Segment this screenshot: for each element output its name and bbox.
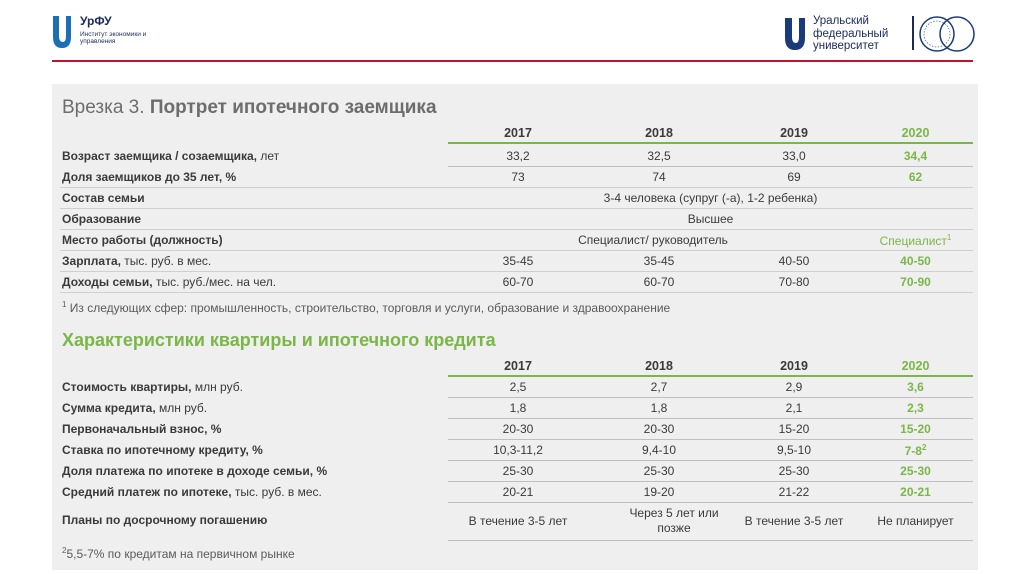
- logo-separator: [912, 16, 914, 50]
- university-name-line3: университет: [813, 40, 879, 52]
- header-divider: [52, 60, 973, 62]
- row-label-unit: тыс. руб. в мес.: [231, 485, 322, 499]
- row-label: [62, 275, 276, 289]
- footnote-2: [62, 546, 295, 561]
- table-cell: 35-45: [643, 254, 675, 268]
- urfu-seal-icon: [917, 14, 975, 54]
- table-cell: 20-30: [502, 422, 534, 436]
- row-label-unit: тыс. руб. в мес.: [120, 254, 212, 268]
- section1-title-bold: Портрет ипотечного заемщика: [149, 97, 437, 118]
- footnote-text: 5,5-7% по кредитам на первичном рынке: [66, 547, 295, 561]
- table-cell: 2,9: [785, 380, 803, 394]
- table-cell: 73: [511, 170, 525, 184]
- table-row: [60, 503, 973, 541]
- table-row: [60, 167, 973, 188]
- table-cell: 20-30: [643, 422, 675, 436]
- table-row: [60, 272, 973, 293]
- section1-title: [62, 97, 437, 119]
- table-cell: 70-80: [778, 275, 810, 289]
- row-label: [62, 401, 207, 415]
- table-cell-highlight: [858, 443, 973, 458]
- row-label-bold: Доля платежа по ипотеке в доходе семьи, %: [62, 464, 328, 478]
- merged-cell: Высшее: [687, 212, 734, 226]
- row-label-bold: Первоначальный взнос, %: [62, 422, 222, 436]
- merged-cell: Специалист/ руководитель: [578, 233, 728, 247]
- table-cell: В течение 3-5 лет: [468, 514, 568, 528]
- table-row: [60, 230, 973, 251]
- row-label: [62, 485, 322, 499]
- table-cell-highlight: 2,3: [907, 401, 924, 415]
- row-label-bold: Зарплата,: [62, 254, 121, 268]
- table-cell: 33,2: [506, 149, 530, 163]
- table-cell: 2,5: [509, 380, 527, 394]
- university-name-line1: Уральский: [813, 15, 869, 27]
- table-row: [60, 251, 973, 272]
- row-divider: [60, 292, 973, 293]
- row-label-bold: Доля заемщиков до 35 лет, %: [62, 170, 237, 184]
- row-label: [62, 380, 243, 394]
- table-row: [60, 461, 973, 482]
- row-label: [62, 233, 223, 247]
- table-row: [60, 146, 973, 167]
- table-cell-highlight: [858, 233, 973, 248]
- table-cell: 9,5-10: [776, 443, 812, 457]
- table-cell-highlight: 62: [908, 170, 923, 184]
- table-cell: 20-21: [502, 485, 534, 499]
- table-cell: 25-30: [643, 464, 675, 478]
- year-header: 2017: [504, 359, 532, 373]
- table-cell: 25-30: [778, 464, 810, 478]
- section1-header-row: [60, 123, 973, 144]
- table-cell: 60-70: [502, 275, 534, 289]
- table-cell: Не планирует: [877, 514, 954, 528]
- table-cell-highlight: 70-90: [900, 275, 931, 289]
- row-label-bold: Средний платеж по ипотеке,: [62, 485, 232, 499]
- year-header: 2019: [780, 126, 808, 140]
- table-cell: 15-20: [778, 422, 810, 436]
- footnote-marker: 1: [62, 300, 67, 309]
- table-cell-highlight: 3,6: [907, 380, 924, 394]
- table-cell: 25-30: [502, 464, 534, 478]
- year-header: 2018: [645, 359, 673, 373]
- table-cell: В течение 3-5 лет: [744, 514, 844, 528]
- row-label: [62, 254, 211, 268]
- table-cell: 10,3-11,2: [493, 443, 543, 457]
- row-label-unit: млн руб.: [191, 380, 243, 394]
- university-name: [813, 15, 888, 53]
- logo-name: УрФУ: [80, 14, 112, 28]
- row-label-bold: Возраст заемщика / созаемщика,: [62, 149, 257, 163]
- table-cell: 74: [652, 170, 666, 184]
- row-label: [62, 513, 267, 527]
- table-row: [60, 440, 973, 461]
- footnote-marker: 1: [946, 233, 952, 242]
- table-cell: 19-20: [643, 485, 675, 499]
- row-label: [62, 422, 221, 436]
- row-label-bold: Доходы семьи,: [62, 275, 153, 289]
- table-cell: 33,0: [782, 149, 806, 163]
- row-label: [62, 212, 141, 226]
- row-divider: [448, 540, 973, 541]
- table-cell: 2,7: [650, 380, 668, 394]
- table-cell-highlight: 25-30: [900, 464, 931, 478]
- urfu-university-logo: [784, 14, 979, 56]
- table-cell-highlight: 20-21: [900, 485, 931, 499]
- row-label: [62, 464, 327, 478]
- table-row: [60, 482, 973, 503]
- table-cell: 32,5: [647, 149, 671, 163]
- year-header: 2019: [780, 359, 808, 373]
- table-row: [60, 419, 973, 440]
- cell-text: 7-8: [904, 444, 922, 458]
- footnote-marker: 2: [921, 443, 927, 452]
- year-header: 2018: [645, 126, 673, 140]
- row-label-bold: Место работы (должность): [62, 233, 223, 247]
- table-cell: 21-22: [778, 485, 810, 499]
- year-header: 2017: [504, 126, 532, 140]
- table-row: [60, 377, 973, 398]
- footnote-text: Из следующих сфер: промышленность, строительство, торговля и услуги, образование и здравоохранение: [66, 301, 671, 315]
- header-underline: [448, 142, 973, 144]
- table-cell: 1,8: [650, 401, 668, 415]
- row-label-bold: Сумма кредита,: [62, 401, 156, 415]
- table-cell: 40-50: [778, 254, 810, 268]
- table-cell: 60-70: [643, 275, 675, 289]
- table-cell: 9,4-10: [641, 443, 677, 457]
- table-cell: 69: [787, 170, 801, 184]
- table-row: [60, 188, 973, 209]
- row-label: [62, 191, 145, 205]
- table-row: [60, 398, 973, 419]
- table-cell-highlight: 40-50: [900, 254, 931, 268]
- urfu-institute-logo: [52, 12, 172, 58]
- row-label-bold: Планы по досрочному погашению: [62, 513, 268, 527]
- section2-header-row: [60, 356, 973, 377]
- table-cell: 2,1: [785, 401, 803, 415]
- row-label-unit: млн руб.: [155, 401, 208, 415]
- row-label-bold: Образование: [62, 212, 142, 226]
- row-label-bold: Ставка по ипотечному кредиту, %: [62, 443, 263, 457]
- table-cell: 35-45: [502, 254, 534, 268]
- row-label-unit: тыс. руб./мес. на чел.: [152, 275, 277, 289]
- table-cell: Через 5 лет или позже: [629, 506, 719, 535]
- row-label-bold: Стоимость квартиры,: [62, 380, 192, 394]
- section1-title-prefix: Врезка 3.: [62, 97, 145, 118]
- year-header-highlight: 2020: [901, 359, 930, 373]
- row-label-bold: Состав семьи: [62, 191, 145, 205]
- table-cell-highlight: 34,4: [903, 149, 928, 163]
- university-name-line2: федеральный: [813, 27, 889, 40]
- row-label: [62, 443, 263, 457]
- row-label-unit: лет: [256, 149, 280, 163]
- logo-subtitle: Институт экономики и управления: [80, 31, 147, 45]
- footnote-1: [62, 300, 670, 315]
- urfu-logo-icon: [52, 14, 72, 50]
- row-label: [62, 149, 279, 163]
- cell-text: Специалист: [879, 234, 947, 248]
- table-row: [60, 209, 973, 230]
- urfu-u-icon: [784, 16, 806, 52]
- table-cell-highlight: 15-20: [900, 422, 931, 436]
- table-cell: 1,8: [509, 401, 527, 415]
- row-label: [62, 170, 236, 184]
- year-header-highlight: 2020: [901, 126, 930, 140]
- merged-cell: 3-4 человека (супруг (-а), 1-2 ребенка): [603, 191, 818, 205]
- section2-title: Характеристики квартиры и ипотечного кредита: [62, 330, 496, 350]
- footnote-marker: 2: [62, 546, 67, 555]
